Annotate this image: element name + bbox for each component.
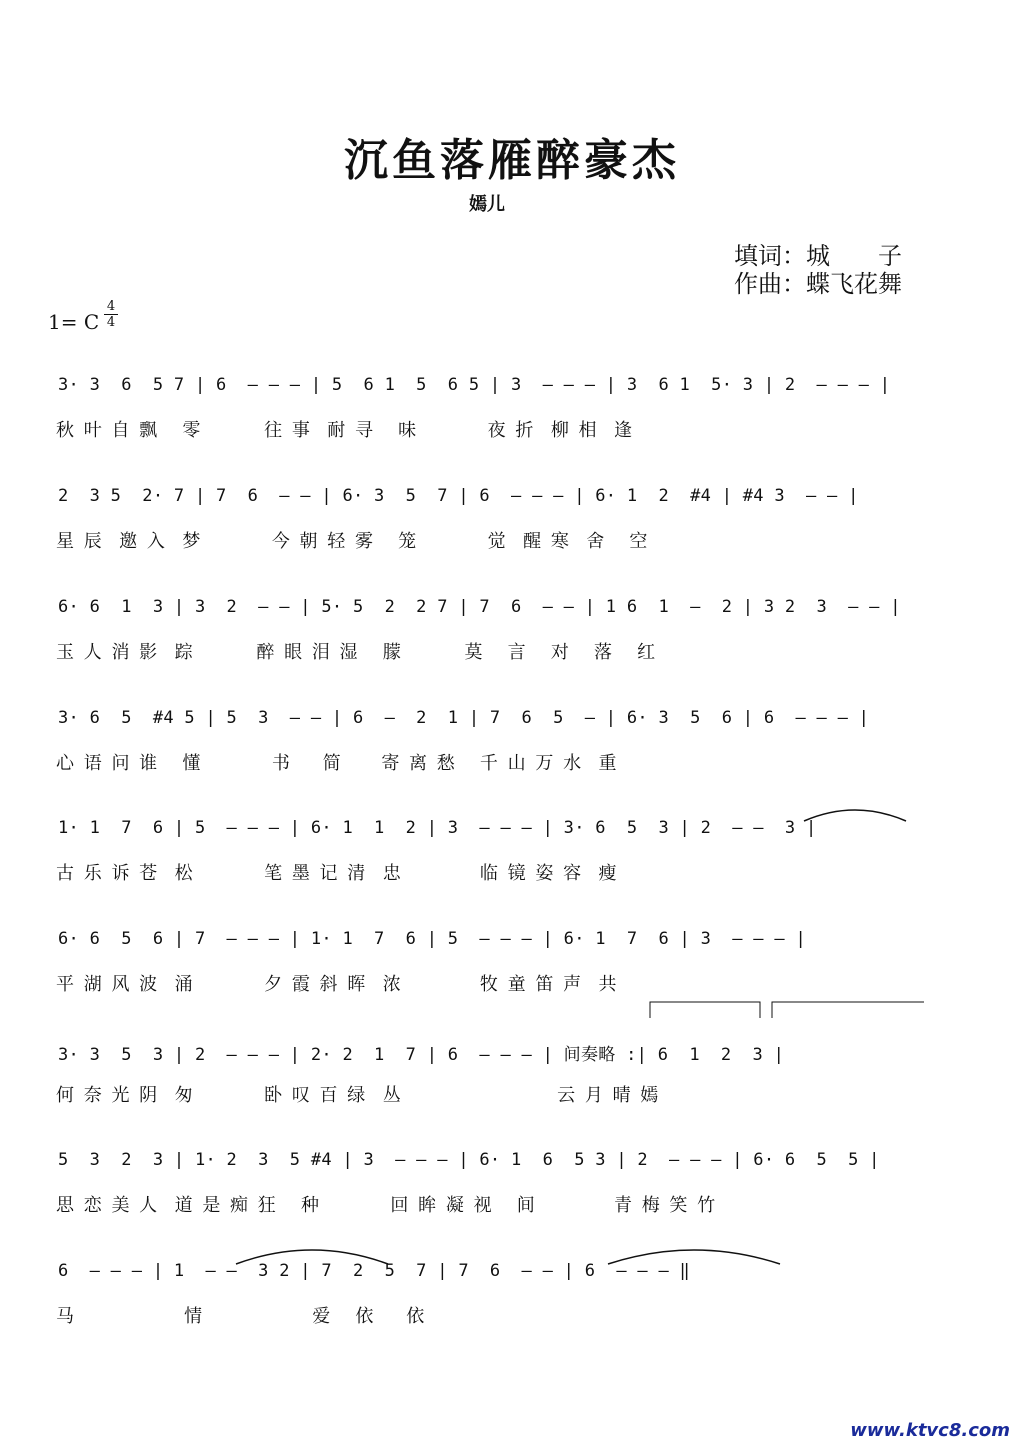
notation-row: 3· 3 6 5 7 | 6 — — — | 5 6 1 5 6 5 | 3 — — — | 3 6 1 5· 3 | 2 — — — | xyxy=(58,375,891,395)
tie-arc xyxy=(232,1242,392,1266)
lyrics-row: 古 乐 诉 苍 松 笔 墨 记 清 忠 临 镜 姿 容 瘦 xyxy=(56,863,619,884)
song-title: 沉鱼落雁醉豪杰 xyxy=(344,135,680,186)
lyricist-credit: 填词：城 子 xyxy=(734,242,902,270)
lyrics-row: 星 辰 邀 入 梦 今 朝 轻 雾 笼 觉 醒 寒 舍 空 xyxy=(56,531,650,552)
singer-name: 嫣儿 xyxy=(469,194,505,215)
score-line xyxy=(0,803,1024,903)
time-signature-top: 4 xyxy=(106,299,116,314)
lyrics-row: 马 情 爱 依 依 xyxy=(56,1306,427,1327)
score-line xyxy=(0,693,1024,793)
notation-row: 1· 1 7 6 | 5 — — — | 6· 1 1 2 | 3 — — — | 3· 6 5 3 | 2 — — 3 | xyxy=(58,818,817,838)
score-line xyxy=(0,914,1024,1014)
key-signature: 1= C xyxy=(48,310,100,334)
score-line xyxy=(0,1025,1024,1125)
score-line xyxy=(0,1135,1024,1235)
tie-arc xyxy=(604,1242,784,1266)
composer-credit: 作曲：蝶飞花舞 xyxy=(734,270,902,298)
notation-row: 6· 6 5 6 | 7 — — — | 1· 1 7 6 | 5 — — — | 6· 1 7 6 | 3 — — — | xyxy=(58,929,806,949)
time-signature xyxy=(104,299,118,330)
notation-row: 5 3 2 3 | 1· 2 3 5 #4 | 3 — — — | 6· 1 6 5 3 | 2 — — — | 6· 6 5 5 | xyxy=(58,1150,880,1170)
lyrics-row: 秋 叶 自 飘 零 往 事 耐 寻 味 夜 折 柳 相 逢 xyxy=(56,420,634,441)
notation-row: 3· 3 5 3 | 2 — — — | 2· 2 1 7 | 6 — — — | 间奏略 :| 6 1 2 3 | xyxy=(58,1045,785,1065)
watermark: www.ktvc8.com xyxy=(850,1420,1010,1441)
time-signature-bottom: 4 xyxy=(104,314,118,330)
lyrics-row: 平 湖 风 波 涌 夕 霞 斜 晖 浓 牧 童 笛 声 共 xyxy=(56,974,619,995)
tie-arc xyxy=(800,803,910,823)
volta-brackets xyxy=(648,1000,928,1020)
lyrics-row: 玉 人 消 影 踪 醉 眼 泪 湿 朦 莫 言 对 落 红 xyxy=(56,642,658,663)
score-line xyxy=(0,471,1024,571)
lyrics-row: 何 奈 光 阴 匆 卧 叹 百 绿 丛 云 月 晴 嫣 xyxy=(56,1085,661,1106)
notation-row: 6 — — — | 1 — — 3 2 | 7 2 5 7 | 7 6 — — | 6 — — — ‖ xyxy=(58,1261,691,1281)
score-line xyxy=(0,360,1024,460)
notation-row: 6· 6 1 3 | 3 2 — — | 5· 5 2 2 7 | 7 6 — — | 1 6 1 — 2 | 3 2 3 — — | xyxy=(58,597,901,617)
lyrics-row: 思 恋 美 人 道 是 痴 狂 种 回 眸 凝 视 间 青 梅 笑 竹 xyxy=(56,1195,718,1216)
score-line xyxy=(0,582,1024,682)
score-line xyxy=(0,1246,1024,1346)
notation-row: 3· 6 5 #4 5 | 5 3 — — | 6 — 2 1 | 7 6 5 — | 6· 3 5 6 | 6 — — — | xyxy=(58,708,870,728)
notation-row: 2 3 5 2· 7 | 7 6 — — | 6· 3 5 7 | 6 — — — | 6· 1 2 #4 | #4 3 — — | xyxy=(58,486,859,506)
lyrics-row: 心 语 问 谁 懂 书 简 寄 离 愁 千 山 万 水 重 xyxy=(56,753,619,774)
